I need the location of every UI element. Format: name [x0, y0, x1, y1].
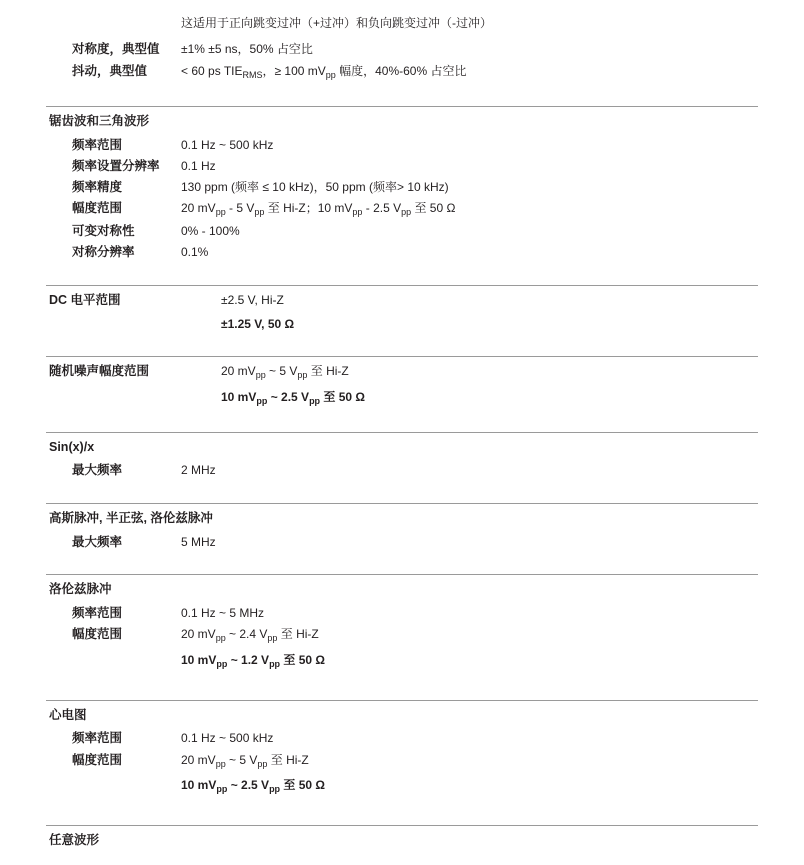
- subscript: pp: [255, 370, 266, 380]
- section-divider: [46, 700, 758, 701]
- noise-value-50ohm: 10 $mV_{pp}$ ~ 2.5 $V_{pp}$ 至 50 Ω: [221, 390, 366, 406]
- arbitrary-section-title: 任意波形: [49, 833, 100, 847]
- ecg-freq-range-value: 0.1 Hz ~ 500 kHz: [181, 731, 274, 745]
- section-divider: [46, 503, 758, 504]
- section-divider: [46, 356, 758, 357]
- ramp-freq-resolution-value: 0.1 Hz: [181, 159, 216, 173]
- sinc-max-freq-value: 2 MHz: [181, 463, 216, 477]
- ramp-freq-accuracy-value: 130 ppm (频率 ≤ 10 kHz)，50 ppm (频率> 10 kHz): [181, 180, 449, 194]
- ramp-amplitude-label: 幅度范围: [72, 201, 123, 215]
- section-divider: [46, 432, 758, 433]
- symmetry-label: 对称度，典型值: [72, 42, 160, 56]
- gaussian-section-title: 高斯脉冲, 半正弦, 洛伦兹脉冲: [49, 511, 213, 525]
- subscript: pp: [216, 659, 228, 669]
- ecg-section-title: 心电图: [49, 708, 87, 722]
- jitter-value: < 60 ps $TIE_{RMS}$，≥ 100 $mV_{pp}$ 幅度，40%-60% 占空比: [181, 64, 467, 80]
- subscript: RMS: [242, 70, 263, 80]
- subscript: pp: [269, 659, 281, 669]
- ramp-freq-accuracy-label: 频率精度: [72, 180, 123, 194]
- subscript: pp: [215, 633, 226, 643]
- ramp-freq-range-label: 频率范围: [72, 138, 123, 152]
- section-divider: [46, 106, 758, 107]
- overshoot-note: 这适用于正向跳变过冲（+过冲）和负向跳变过冲（-过冲）: [181, 16, 493, 30]
- dc-value-hiz: ±2.5 V, Hi-Z: [221, 293, 284, 307]
- subscript: pp: [215, 759, 226, 769]
- dc-value-50ohm: ±1.25 V, 50 Ω: [221, 317, 295, 331]
- subscript: pp: [325, 70, 336, 80]
- lorentz-freq-range-value: 0.1 Hz ~ 5 MHz: [181, 606, 265, 620]
- sinc-section-title: Sin(x)/x: [49, 440, 95, 454]
- sinc-max-freq-label: 最大频率: [72, 463, 123, 477]
- subscript: pp: [257, 759, 268, 769]
- ecg-amplitude-value: 20 $mV_{pp}$ ~ 5 $V_{pp}$ 至 Hi-Z: [181, 753, 309, 769]
- lorentz-amplitude-value: 20 $mV_{pp}$ ~ 2.4 $V_{pp}$ 至 Hi-Z: [181, 627, 319, 643]
- subscript: pp: [269, 784, 281, 794]
- ramp-symmetry-resolution-label: 对称分辨率: [72, 245, 135, 259]
- subscript: pp: [267, 633, 278, 643]
- symmetry-value: ±1% ±5 ns，50% 占空比: [181, 42, 313, 56]
- dc-section-title: DC 电平范围: [49, 293, 121, 307]
- ecg-freq-range-label: 频率范围: [72, 731, 123, 745]
- lorentz-section-title: 洛伦兹脉冲: [49, 582, 112, 596]
- subscript: pp: [401, 207, 412, 217]
- lorentz-freq-range-label: 频率范围: [72, 606, 123, 620]
- subscript: pp: [216, 784, 228, 794]
- ramp-section-title: 锯齿波和三角波形: [49, 114, 150, 128]
- ecg-amplitude-label: 幅度范围: [72, 753, 123, 767]
- ramp-variable-symmetry-value: 0% - 100%: [181, 224, 240, 238]
- noise-section-title: 随机噪声幅度范围: [49, 364, 150, 378]
- lorentz-amplitude-label: 幅度范围: [72, 627, 123, 641]
- subscript: pp: [215, 207, 226, 217]
- ramp-freq-resolution-label: 频率设置分辨率: [72, 159, 160, 173]
- section-divider: [46, 825, 758, 826]
- lorentz-amplitude-50ohm: 10 $mV_{pp}$ ~ 1.2 $V_{pp}$ 至 50 Ω: [181, 653, 326, 669]
- subscript: pp: [297, 370, 308, 380]
- subscript: pp: [256, 396, 268, 406]
- ramp-freq-range-value: 0.1 Hz ~ 500 kHz: [181, 138, 274, 152]
- subscript: pp: [352, 207, 363, 217]
- section-divider: [46, 285, 758, 286]
- gaussian-max-freq-value: 5 MHz: [181, 535, 216, 549]
- ramp-variable-symmetry-label: 可变对称性: [72, 224, 135, 238]
- gaussian-max-freq-label: 最大频率: [72, 535, 123, 549]
- ramp-symmetry-resolution-value: 0.1%: [181, 245, 209, 259]
- section-divider: [46, 574, 758, 575]
- ecg-amplitude-50ohm: 10 $mV_{pp}$ ~ 2.5 $V_{pp}$ 至 50 Ω: [181, 778, 326, 794]
- subscript: pp: [254, 207, 265, 217]
- jitter-label: 抖动，典型值: [72, 64, 148, 78]
- ramp-amplitude-value: 20 $mV_{pp} - 5$ $V_{pp}$ 至 Hi-Z；10 $mV_{pp} - 2.5$ $V_{pp}$ 至 50 Ω: [181, 201, 456, 217]
- noise-value-hiz: 20 $mV_{pp}$ ~ 5 $V_{pp}$ 至 Hi-Z: [221, 364, 349, 380]
- subscript: pp: [309, 396, 321, 406]
